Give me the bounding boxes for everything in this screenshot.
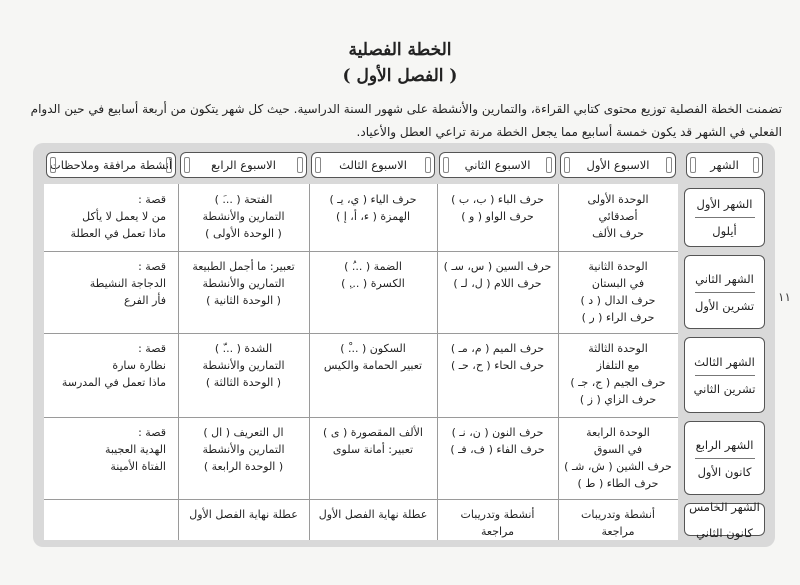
- cell-line: قصة :: [138, 342, 166, 355]
- week-3-cell: [313, 506, 433, 523]
- week-2-cell: [441, 340, 554, 374]
- notes-cell: [52, 258, 166, 309]
- cell-line: الضمة ( ...ُ ): [344, 260, 402, 273]
- cell-line: ال التعريف ( ال ): [203, 426, 284, 439]
- cell-line: أنشطة وتدريبات: [460, 508, 535, 521]
- month-name: الشهر الرابع: [695, 437, 754, 452]
- month-label: [684, 188, 765, 247]
- week-4-cell: [182, 340, 305, 391]
- week-2-cell: [441, 424, 554, 458]
- week-2-cell: [441, 191, 554, 225]
- week-1-cell: [562, 424, 674, 492]
- month-separator: [695, 292, 755, 293]
- cell-line: من لا يعمل لا يأكل: [82, 210, 166, 223]
- cell-line: تعبير الحمامة والكيس: [323, 359, 423, 372]
- cell-line: الألف المقصورة ( ى ): [323, 426, 423, 439]
- month-calendar-name: تشرين الثاني: [693, 381, 756, 396]
- page-number: ١١: [778, 290, 791, 304]
- notes-cell: [52, 191, 166, 242]
- cell-line: حرف الفاء ( ف، فـ ): [450, 443, 545, 456]
- cell-line: الكسرة ( ...ِ ): [341, 277, 405, 290]
- month-name: الشهر الخامس: [689, 499, 760, 514]
- cell-line: نظارة سارة: [112, 359, 166, 372]
- cell-line: في السوق: [593, 443, 643, 456]
- page-title: الخطة الفصلية: [348, 40, 452, 60]
- week-4-cell: [182, 506, 305, 523]
- week-3-cell: [313, 424, 433, 458]
- cell-line: حرف الباء ( ب، ب ): [451, 193, 544, 206]
- cell-line: حرف الألف: [592, 227, 644, 240]
- week-1-cell: [562, 258, 674, 326]
- month-label: [684, 421, 765, 495]
- cell-line: مراجعة: [601, 525, 635, 538]
- cell-line: الدجاجة النشيطة: [89, 277, 166, 290]
- week-2-cell: [441, 506, 554, 540]
- cell-line: الشدة ( ...ّ ): [214, 342, 273, 355]
- cell-line: حرف النون ( ن، نـ ): [451, 426, 544, 439]
- week-4-cell: [182, 424, 305, 475]
- cell-line: ماذا تعمل في المدرسة: [61, 376, 166, 389]
- cell-line: ( الوحدة الأولى ): [205, 227, 282, 240]
- week-1-cell: [562, 506, 674, 540]
- month-name: الشهر الثالث: [694, 354, 755, 369]
- week-3-cell: [313, 340, 433, 374]
- header-week-4: الاسبوع الرابع: [180, 152, 307, 178]
- cell-line: مراجعة: [480, 525, 515, 538]
- cell-line: حرف الحاء ( ح، حـ ): [450, 359, 545, 372]
- week-3-cell: [313, 191, 433, 225]
- month-separator: [695, 217, 755, 218]
- cell-line: ماذا تعمل في العطلة: [70, 227, 166, 240]
- cell-line: حرف السين ( س، سـ ): [443, 260, 552, 273]
- month-separator: [695, 375, 755, 376]
- cell-line: الفتاة الأمينة: [110, 460, 166, 473]
- week-4-cell: [182, 191, 305, 242]
- cell-line: التمارين والأنشطة: [202, 277, 285, 290]
- header-week-1: الاسبوع الأول: [560, 152, 676, 178]
- row-divider: [44, 251, 678, 252]
- header-week-2: الاسبوع الثاني: [439, 152, 556, 178]
- week-2-cell: [441, 258, 554, 292]
- intro-line: الفعلي في الشهر قد يكون خمسة أسابيع مما يجعل الخطة مرنة تراعي العطل والأعياد.: [356, 125, 782, 139]
- cell-line: عطلة نهاية الفصل الأول: [189, 508, 298, 521]
- cell-line: أنشطة وتدريبات: [581, 508, 655, 521]
- month-separator: [695, 458, 755, 459]
- month-label: [684, 499, 765, 540]
- cell-line: فأر الفرع: [123, 294, 166, 307]
- cell-line: عطلة نهاية الفصل الأول: [318, 508, 428, 521]
- intro-line: تضمنت الخطة الفصلية توزيع محتوى كتابي القراءة، والتمارين والأنشطة على شهور السنة الدراسية. حيث كل شهر يتكون من أربعة أسابيع في حين الدوام: [30, 102, 782, 116]
- week-1-cell: [562, 191, 674, 242]
- cell-line: قصة :: [138, 426, 166, 439]
- header-week-3: الاسبوع الثالث: [311, 152, 435, 178]
- column-divider: [558, 184, 559, 540]
- cell-line: حرف الميم ( م، مـ ): [450, 342, 545, 355]
- row-divider: [44, 417, 678, 418]
- month-calendar-name: كانون الأول: [697, 464, 752, 479]
- cell-line: حرف الزاي ( ز ): [579, 393, 657, 406]
- cell-line: التمارين والأنشطة: [202, 210, 285, 223]
- cell-line: حرف اللام ( ل، لـ ): [453, 277, 542, 290]
- notes-cell: [52, 424, 166, 475]
- cell-line: حرف الشين ( ش، شـ ): [564, 460, 672, 473]
- month-name: الشهر الأول: [696, 197, 753, 211]
- cell-line: في البستان: [591, 277, 645, 290]
- row-divider: [44, 333, 678, 334]
- header-month: الشهر: [686, 152, 763, 178]
- cell-line: ( الوحدة الثالثة ): [205, 376, 282, 389]
- cell-line: تعبير: أمانة سلوى: [332, 443, 414, 456]
- cell-line: حرف الطاء ( ط ): [577, 477, 659, 490]
- cell-line: الهمزة ( ء، أ، إ ): [335, 210, 411, 223]
- column-divider: [178, 184, 179, 540]
- column-divider: [309, 184, 310, 540]
- cell-line: الفتحة ( ...َ ): [214, 193, 273, 206]
- month-name: الشهر الثاني: [695, 271, 754, 286]
- week-1-cell: [562, 340, 674, 408]
- header-notes: أنشطة مرافقة وملاحظات: [46, 152, 176, 178]
- month-label: [684, 255, 765, 329]
- cell-line: حرف الدال ( د ): [580, 294, 656, 307]
- week-4-cell: [182, 258, 305, 309]
- cell-line: ( الوحدة الثانية ): [206, 294, 281, 307]
- cell-line: التمارين والأنشطة: [202, 443, 285, 456]
- cell-line: ( الوحدة الرابعة ): [203, 460, 284, 473]
- cell-line: أصدقائي: [598, 210, 638, 223]
- intro-paragraph: [30, 98, 782, 144]
- cell-line: قصة :: [138, 260, 166, 273]
- cell-line: الوحدة الثالثة: [588, 342, 648, 355]
- cell-line: السكون ( ...ْ ): [340, 342, 406, 355]
- cell-line: حرف الواو ( و ): [461, 210, 534, 223]
- plan-table: [33, 143, 775, 547]
- month-calendar-name: أيلول: [712, 224, 737, 238]
- column-divider: [437, 184, 438, 540]
- cell-line: الوحدة الثانية: [588, 260, 648, 273]
- cell-line: مع التلفاز: [596, 359, 640, 372]
- cell-line: الهدية العجيبة: [104, 443, 166, 456]
- month-calendar-name: تشرين الأول: [694, 298, 755, 313]
- cell-line: الوحدة الأولى: [587, 193, 649, 206]
- cell-line: حرف الياء ( ي، يـ ): [329, 193, 417, 206]
- notes-cell: [52, 340, 166, 391]
- cell-line: التمارين والأنشطة: [202, 359, 285, 372]
- month-calendar-name: كانون الثاني: [696, 525, 753, 540]
- cell-line: قصة :: [138, 193, 166, 206]
- row-divider: [44, 499, 678, 500]
- page-subtitle: ( الفصل الأول ): [342, 66, 458, 86]
- cell-line: حرف الجيم ( ج، جـ ): [570, 376, 666, 389]
- week-3-cell: [313, 258, 433, 292]
- cell-line: تعبير: ما أجمل الطبيعة: [192, 260, 295, 273]
- cell-line: حرف الراء ( ر ): [581, 311, 655, 324]
- cell-line: الوحدة الرابعة: [586, 426, 650, 439]
- month-label: [684, 337, 765, 413]
